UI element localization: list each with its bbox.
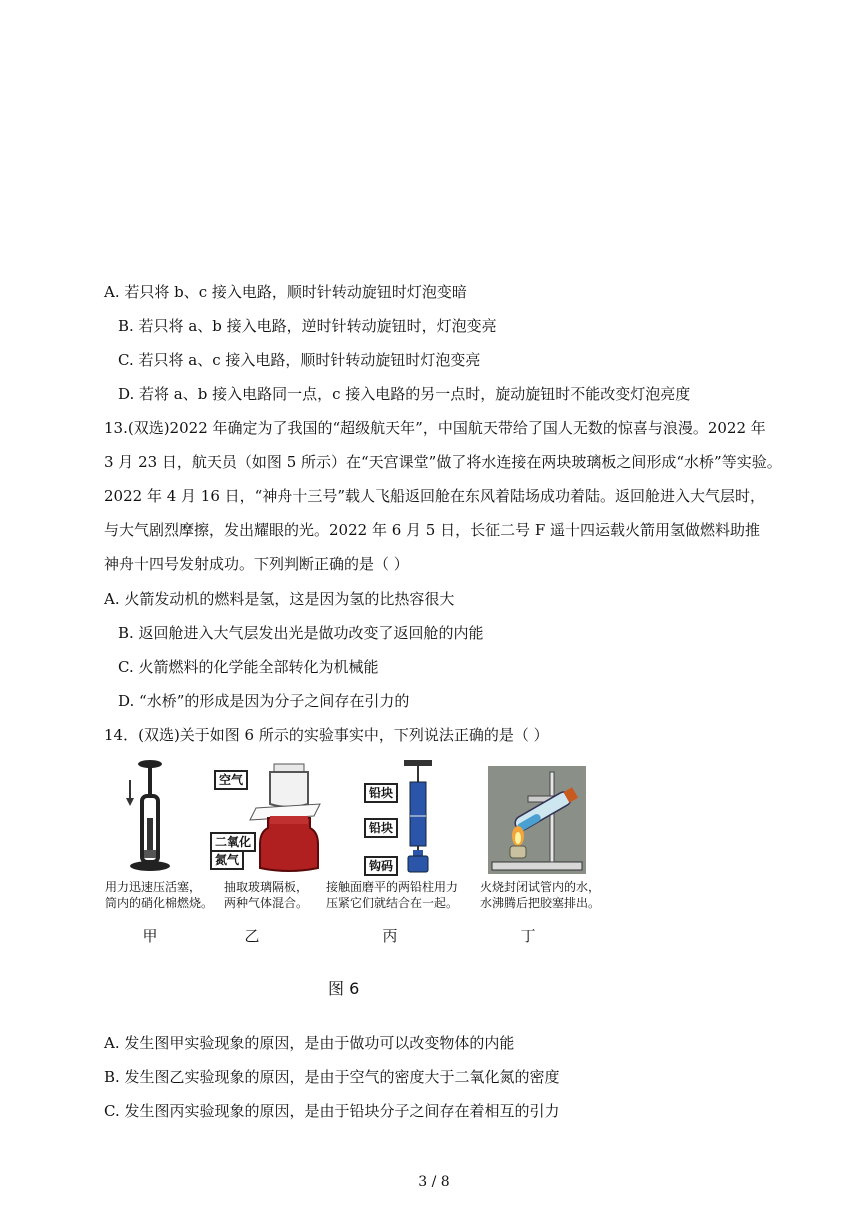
figure-bing-caption-1: 接触面磨平的两铅柱用力 bbox=[326, 880, 459, 894]
figure-bing-caption-2: 压紧它们就结合在一起。 bbox=[326, 896, 459, 910]
figure-jia-label: 甲 bbox=[142, 927, 158, 945]
q13-stem-line-2: 3 月 23 日，航天员（如图 5 所示）在“天宫课堂”做了将水连接在两块玻璃板之间形成“水桥”等实验。 bbox=[104, 453, 782, 471]
figure-bing-tag-weight: 钩码 bbox=[364, 856, 398, 876]
figure-yi-caption-2: 两种气体混合。 bbox=[224, 896, 309, 910]
q14-stem: 14．(双选)关于如图 6 所示的实验事实中，下列说法正确的是（ ） bbox=[104, 726, 549, 744]
q13-option-a: A. 火箭发动机的燃料是氢，这是因为氢的比热容很大 bbox=[104, 590, 455, 608]
q13-stem-line-1: 13.(双选)2022 年确定为了我国的“超级航天年”，中国航天带给了国人无数的惊喜与浪漫。2022 年 bbox=[104, 419, 766, 437]
q13-stem-line-3: 2022 年 4 月 16 日，“神舟十三号”载人飞船返回舱在东风着陆场成功着陆。返回舱进入大气层时， bbox=[104, 487, 765, 505]
figure-yi-label: 乙 bbox=[244, 927, 260, 945]
figure-ding-test-tube bbox=[488, 766, 586, 874]
q14-option-c: C. 发生图丙实验现象的原因，是由于铅块分子之间存在着相互的引力 bbox=[104, 1102, 560, 1120]
q12-option-c: C. 若只将 a、c 接入电路，顺时针转动旋钮时灯泡变亮 bbox=[118, 351, 481, 369]
q13-option-d: D. “水桥”的形成是因为分子之间存在引力的 bbox=[118, 692, 410, 710]
figure-ding-caption-1: 火烧封闭试管内的水， bbox=[480, 880, 601, 894]
q12-option-d: D. 若将 a、b 接入电路同一点，c 接入电路的另一点时，旋动旋钮时不能改变灯泡亮度 bbox=[118, 385, 691, 403]
q12-option-b: B. 若只将 a、b 接入电路，逆时针转动旋钮时，灯泡变亮 bbox=[118, 317, 497, 335]
figure-ding-caption-2: 水沸腾后把胶塞排出。 bbox=[480, 896, 601, 910]
q14-option-b: B. 发生图乙实验现象的原因，是由于空气的密度大于二氧化氮的密度 bbox=[104, 1068, 560, 1086]
q13-option-c: C. 火箭燃料的化学能全部转化为机械能 bbox=[118, 658, 379, 676]
q14-option-a: A. 发生图甲实验现象的原因，是由于做功可以改变物体的内能 bbox=[104, 1034, 515, 1052]
figure-jia-fire-syringe bbox=[120, 758, 180, 874]
figure-yi-tag-nitrogen-dioxide-1: 二氧化 bbox=[210, 832, 256, 852]
figure-yi-tag-air: 空气 bbox=[214, 770, 248, 790]
q12-option-a: A. 若只将 b、c 接入电路，顺时针转动旋钮时灯泡变暗 bbox=[104, 283, 467, 301]
figure-bing-label: 丙 bbox=[382, 927, 398, 945]
figure-6-caption: 图 6 bbox=[328, 979, 360, 998]
q13-option-b: B. 返回舱进入大气层发出光是做功改变了返回舱的内能 bbox=[118, 624, 484, 642]
page-number: 3 / 8 bbox=[418, 1174, 450, 1190]
q13-stem-line-4: 与大气剧烈摩擦，发出耀眼的光。2022 年 6 月 5 日，长征二号 F 遥十四运载火箭用氢做燃料助推 bbox=[104, 521, 761, 539]
figure-yi-caption-1: 抽取玻璃隔板， bbox=[224, 880, 309, 894]
figure-bing-tag-lead-2: 铅块 bbox=[364, 818, 398, 838]
figure-jia-caption-1: 用力迅速压活塞， bbox=[105, 880, 202, 894]
figure-ding-label: 丁 bbox=[520, 927, 536, 945]
figure-yi-tag-nitrogen-dioxide-2: 氮气 bbox=[210, 850, 244, 870]
figure-bing-tag-lead-1: 铅块 bbox=[364, 783, 398, 803]
q13-stem-line-5: 神舟十四号发射成功。下列判断正确的是（ ） bbox=[104, 555, 409, 573]
figure-jia-caption-2: 筒内的硝化棉燃烧。 bbox=[105, 896, 214, 910]
